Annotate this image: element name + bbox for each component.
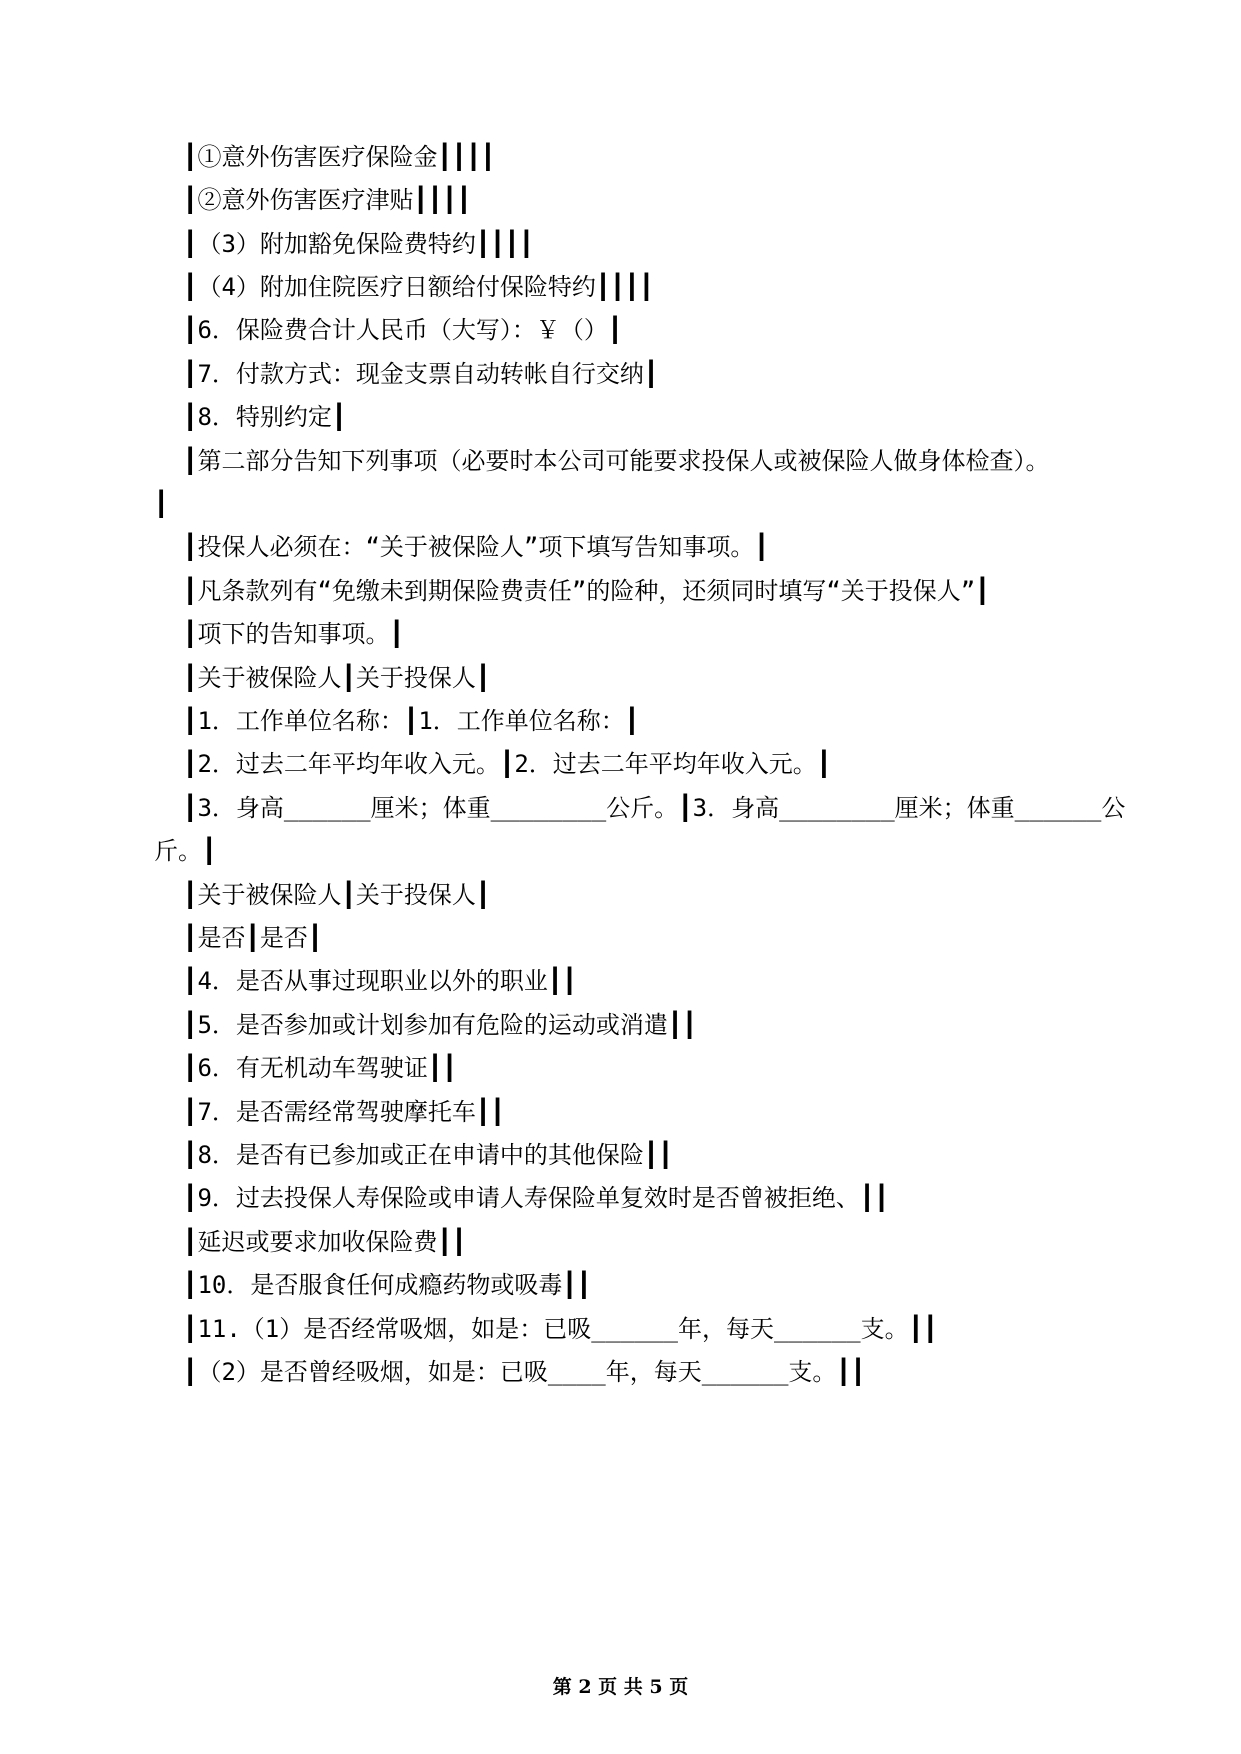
text-line: 斤。┃ — [154, 837, 217, 865]
text-line: ┃8．是否有已参加或正在申请中的其他保险┃┃ — [183, 1141, 673, 1169]
text-line: ┃7．是否需经常驾驶摩托车┃┃ — [183, 1098, 505, 1126]
text-line: ┃8．特别约定┃ — [183, 403, 347, 431]
text-line: ┃项下的告知事项。┃ — [183, 620, 404, 648]
text-line: ┃关于被保险人┃关于投保人┃ — [183, 664, 491, 692]
text-line: ┃3．身高______厘米；体重________公斤。┃3．身高________厘米；体重______公 — [183, 794, 1126, 822]
text-line: ┃7．付款方式：现金支票自动转帐自行交纳┃ — [183, 360, 659, 388]
text-line: ┃关于被保险人┃关于投保人┃ — [183, 881, 491, 909]
text-line: ┃5．是否参加或计划参加有危险的运动或消遣┃┃ — [183, 1011, 697, 1039]
text-line: ┃9．过去投保人寿保险或申请人寿保险单复效时是否曾被拒绝、┃┃ — [183, 1184, 889, 1212]
text-line: ┃延迟或要求加收保险费┃┃ — [183, 1228, 467, 1256]
text-line: ┃凡条款列有“免缴未到期保险费责任”的险种，还须同时填写“关于投保人”┃ — [183, 577, 990, 605]
text-line: ┃ — [154, 490, 169, 518]
text-line: ┃4．是否从事过现职业以外的职业┃┃ — [183, 967, 577, 995]
text-line: ┃6．保险费合计人民币（大写）：￥（）┃ — [183, 316, 623, 344]
text-line: ┃第二部分告知下列事项（必要时本公司可能要求投保人或被保险人做身体检查）。 — [183, 447, 1050, 475]
text-line: ┃2．过去二年平均年收入元。┃2．过去二年平均年收入元。┃ — [183, 750, 832, 778]
page-footer: 第 2 页 共 5 页 — [552, 1676, 689, 1698]
text-line: ┃11.（1）是否经常吸烟，如是：已吸______年，每天______支。┃┃ — [183, 1315, 938, 1343]
text-line: ┃是否┃是否┃ — [183, 924, 323, 952]
text-line: ┃10．是否服食任何成瘾药物或吸毒┃┃ — [183, 1271, 592, 1299]
text-line: ┃（3）附加豁免保险费特约┃┃┃┃ — [183, 230, 534, 258]
text-line: ┃②意外伤害医疗津贴┃┃┃┃ — [183, 186, 472, 214]
text-line: ┃（2）是否曾经吸烟，如是：已吸____年，每天______支。┃┃ — [183, 1358, 866, 1386]
text-line: ┃投保人必须在：“关于被保险人”项下填写告知事项。┃ — [183, 533, 769, 561]
text-line: ┃①意外伤害医疗保险金┃┃┃┃ — [183, 143, 496, 171]
text-line: ┃6．有无机动车驾驶证┃┃ — [183, 1054, 457, 1082]
text-line: ┃（4）附加住院医疗日额给付保险特约┃┃┃┃ — [183, 273, 654, 301]
text-line: ┃1．工作单位名称：┃1．工作单位名称：┃ — [183, 707, 640, 735]
